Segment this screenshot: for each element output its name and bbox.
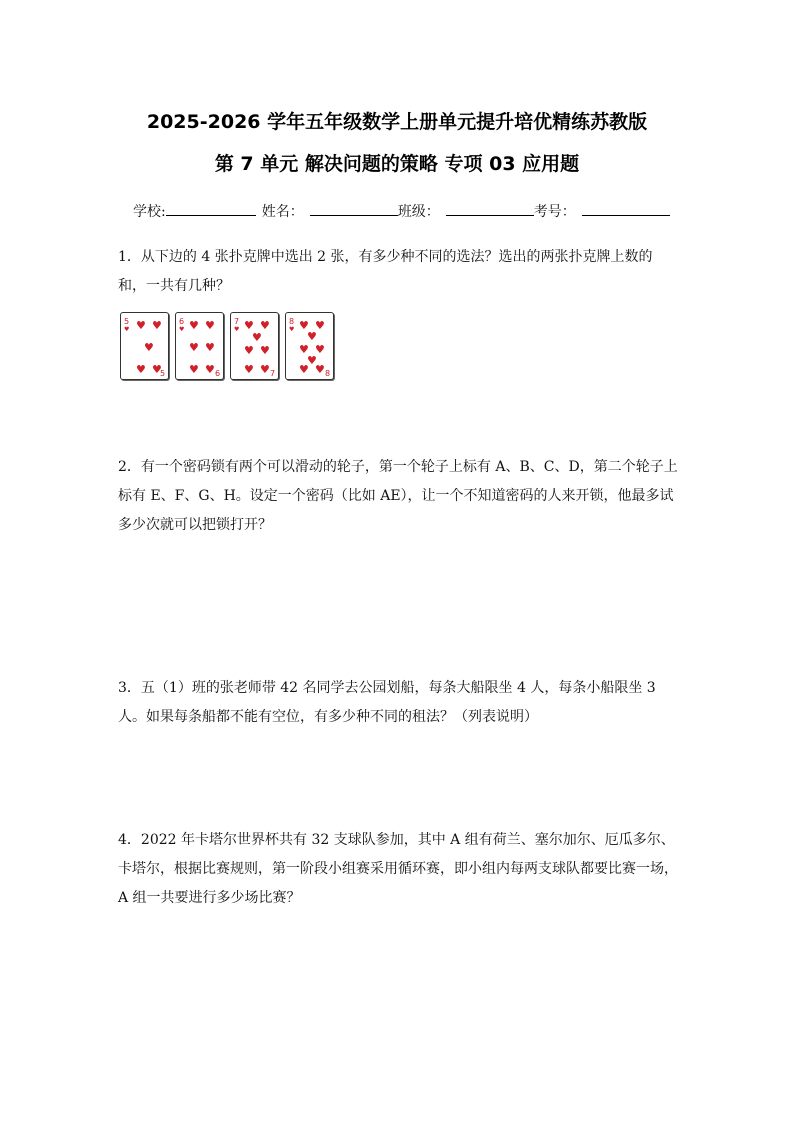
heart-icon: ♥	[152, 363, 162, 376]
school-label: 学校:	[133, 204, 166, 220]
playing-card	[120, 312, 169, 380]
playing-card	[175, 312, 224, 380]
heart-icon: ♥	[289, 326, 295, 333]
question-4	[118, 826, 678, 913]
card-6-svg	[176, 313, 223, 379]
heart-icon: ♥	[179, 326, 185, 333]
question-number: 3．	[118, 680, 141, 696]
card-rank-bottom: 7	[270, 369, 276, 378]
heart-icon: ♥	[189, 319, 199, 332]
question-number: 2．	[118, 459, 141, 475]
class-label: 班级：	[397, 204, 440, 220]
card-rank-bottom: 8	[325, 369, 331, 378]
heart-icon: ♥	[260, 363, 270, 376]
question-number: 4．	[118, 832, 141, 848]
heart-icon: ♥	[136, 319, 146, 332]
card-5-svg	[121, 313, 168, 379]
name-blank[interactable]	[310, 201, 398, 216]
heart-icon: ♥	[234, 326, 240, 333]
question-text: 有一个密码锁有两个可以滑动的轮子，第一个轮子上标有 A、B、C、D，第二个轮子上标有 E、F、G、H。设定一个密码（比如 AE），让一个不知道密码的人来开锁，他最多试多少次就可以把锁打开？	[118, 459, 678, 533]
playing-card	[230, 312, 279, 380]
heart-icon: ♥	[205, 363, 215, 376]
question-text: 2022 年卡塔尔世界杯共有 32 支球队参加，其中 A 组有荷兰、塞尔加尔、厄瓜多尔、卡塔尔，根据比赛规则，第一阶段小组赛采用循环赛，即小组内每两支球队都要比赛一场，A 组一共要进行多少场比赛？	[118, 832, 678, 906]
heart-icon: ♥	[136, 363, 146, 376]
heart-icon: ♥	[299, 343, 309, 356]
school-blank[interactable]	[166, 201, 256, 216]
heart-icon: ♥	[124, 326, 130, 333]
question-2	[118, 453, 678, 540]
heart-icon: ♥	[260, 344, 270, 357]
exam-number-blank[interactable]	[582, 201, 670, 216]
heart-icon: ♥	[244, 344, 254, 357]
heart-icon: ♥	[307, 354, 317, 367]
card-rank-top: 6	[179, 317, 185, 326]
heart-icon: ♥	[260, 319, 270, 332]
question-text: 从下边的 4 张扑克牌中选出 2 张，有多少种不同的选法？选出的两张扑克牌上数的和，一共有几种？	[118, 249, 653, 294]
heart-icon: ♥	[205, 319, 215, 332]
question-3	[118, 674, 678, 732]
exam-number-label: 考号：	[533, 204, 576, 220]
document-subtitle: 第 7 单元 解决问题的策略 专项 03 应用题	[214, 153, 580, 175]
card-rank-top: 8	[289, 317, 295, 326]
document-title: 2025-2026 学年五年级数学上册单元提升培优精练苏教版	[146, 111, 648, 133]
student-info-line	[133, 201, 670, 221]
question-number: 1．	[118, 249, 141, 265]
card-8-svg	[286, 313, 333, 379]
heart-icon: ♥	[152, 319, 162, 332]
card-rank-bottom: 5	[160, 369, 166, 378]
name-label: 姓名：	[261, 204, 304, 220]
heart-icon: ♥	[205, 341, 215, 354]
card-rank-top: 7	[234, 317, 240, 326]
heart-icon: ♥	[244, 319, 254, 332]
question-text: 五（1）班的张老师带 42 名同学去公园划船，每条大船限坐 4 人，每条小船限坐 3 人。如果每条船都不能有空位，有多少种不同的租法？（列表说明）	[118, 680, 656, 725]
heart-icon: ♥	[144, 341, 154, 354]
heart-icon: ♥	[315, 363, 325, 376]
heart-icon: ♥	[189, 363, 199, 376]
heart-icon: ♥	[315, 319, 325, 332]
playing-card	[285, 312, 334, 380]
heart-icon: ♥	[252, 331, 262, 344]
heart-icon: ♥	[299, 363, 309, 376]
card-rank-top: 5	[124, 317, 130, 326]
heart-icon: ♥	[189, 341, 199, 354]
heart-icon: ♥	[307, 330, 317, 343]
class-blank[interactable]	[446, 201, 534, 216]
card-7-svg	[231, 313, 278, 379]
heart-icon: ♥	[299, 319, 309, 332]
heart-icon: ♥	[244, 363, 254, 376]
heart-icon: ♥	[315, 343, 325, 356]
card-rank-bottom: 6	[215, 369, 221, 378]
question-1	[118, 243, 678, 301]
